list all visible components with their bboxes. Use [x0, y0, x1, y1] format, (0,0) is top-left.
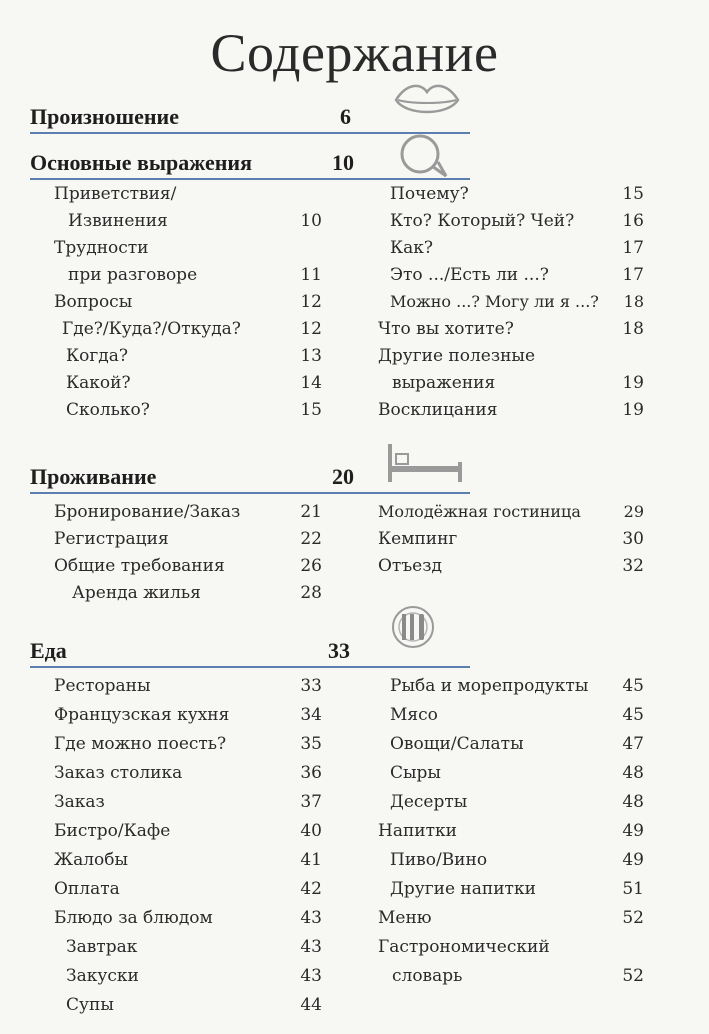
toc-entry[interactable]: Регистрация 22: [54, 529, 322, 549]
toc-entry[interactable]: словарь 52: [392, 966, 644, 986]
speech-bubble-icon: [392, 130, 452, 182]
toc-entry[interactable]: Общие требования 26: [54, 556, 322, 576]
toc-entry[interactable]: Напитки 49: [378, 821, 644, 841]
toc-entry[interactable]: Это .../Есть ли ...? 17: [390, 265, 644, 285]
toc-entry[interactable]: Другие полезные: [378, 346, 536, 366]
section-page-number: 10: [332, 150, 354, 175]
toc-entry[interactable]: Мясо 45: [390, 705, 644, 725]
toc-entry[interactable]: Оплата 42: [54, 879, 322, 899]
toc-entry[interactable]: Заказ 37: [54, 792, 322, 812]
section-title: Еда: [30, 638, 67, 663]
toc-entry[interactable]: Французская кухня 34: [54, 705, 322, 725]
toc-entry[interactable]: Трудности: [54, 238, 149, 258]
toc-entry[interactable]: Что вы хотите? 18: [378, 319, 644, 339]
toc-entry[interactable]: Рыба и морепродукты 45: [390, 676, 644, 696]
section-page-number: 20: [332, 464, 354, 489]
toc-entry[interactable]: Сколько? 15: [66, 400, 322, 420]
toc-entry[interactable]: Меню 52: [378, 908, 644, 928]
toc-entry[interactable]: Аренда жилья 28: [72, 583, 322, 603]
toc-entry[interactable]: Супы 44: [66, 995, 322, 1015]
toc-entry[interactable]: Отъезд 32: [378, 556, 644, 576]
toc-entry[interactable]: Кто? Который? Чей? 16: [390, 211, 644, 231]
lips-icon: [392, 78, 462, 122]
toc-entry[interactable]: Закуски 43: [66, 966, 322, 986]
toc-entry[interactable]: Можно ...? Могу ли я ...? 18: [390, 292, 644, 311]
section-page-number: 6: [340, 104, 351, 129]
toc-entry[interactable]: Десерты 48: [390, 792, 644, 812]
toc-entry[interactable]: Вопросы 12: [54, 292, 322, 312]
toc-entry[interactable]: Овощи/Салаты 47: [390, 734, 644, 754]
toc-entry[interactable]: выражения 19: [392, 373, 644, 393]
bed-icon: [384, 438, 466, 486]
toc-entry[interactable]: Рестораны 33: [54, 676, 322, 696]
toc-entry[interactable]: Кемпинг 30: [378, 529, 644, 549]
section-rule: [30, 666, 470, 668]
toc-entry[interactable]: Где можно поесть? 35: [54, 734, 322, 754]
toc-entry[interactable]: Бронирование/Заказ 21: [54, 502, 322, 522]
plate-cutlery-icon: [390, 604, 436, 650]
section-rule: [30, 492, 470, 494]
toc-entry[interactable]: Извинения 10: [68, 211, 322, 231]
toc-entry[interactable]: Какой? 14: [66, 373, 322, 393]
section-title: Основные выражения: [30, 150, 252, 175]
toc-entry[interactable]: Другие напитки 51: [390, 879, 644, 899]
toc-entry[interactable]: Сыры 48: [390, 763, 644, 783]
toc-entry[interactable]: Пиво/Вино 49: [390, 850, 644, 870]
toc-entry[interactable]: Как? 17: [390, 238, 644, 258]
toc-entry[interactable]: Молодёжная гостиница 29: [378, 502, 644, 521]
toc-entry[interactable]: Почему? 15: [390, 184, 644, 204]
toc-entry[interactable]: Гастрономический: [378, 937, 550, 957]
section-page-number: 33: [328, 638, 350, 663]
toc-entry[interactable]: Когда? 13: [66, 346, 322, 366]
toc-entry[interactable]: при разговоре 11: [68, 265, 322, 285]
toc-entry[interactable]: Заказ столика 36: [54, 763, 322, 783]
toc-entry[interactable]: Бистро/Кафе 40: [54, 821, 322, 841]
toc-entry[interactable]: Жалобы 41: [54, 850, 322, 870]
section-title: Произношение: [30, 104, 179, 129]
toc-entry[interactable]: Приветствия/: [54, 184, 177, 204]
section-title: Проживание: [30, 464, 157, 489]
toc-entry[interactable]: Где?/Куда?/Откуда? 12: [62, 319, 322, 339]
toc-entry[interactable]: Восклицания 19: [378, 400, 644, 420]
toc-entry[interactable]: Блюдо за блюдом 43: [54, 908, 322, 928]
toc-entry[interactable]: Завтрак 43: [66, 937, 322, 957]
page-title: Содержание: [210, 23, 499, 83]
